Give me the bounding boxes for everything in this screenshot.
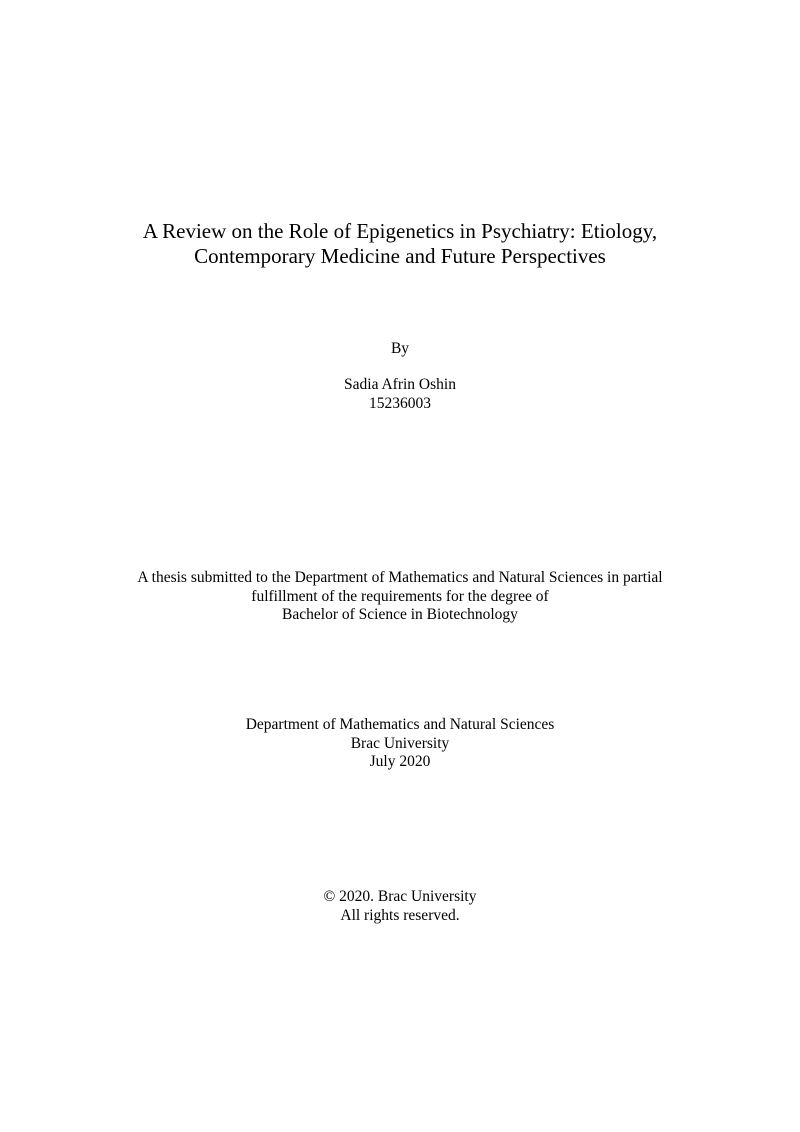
department-name: Department of Mathematics and Natural Sciences — [245, 716, 555, 733]
author-name: Sadia Afrin Oshin — [344, 376, 456, 393]
copyright-notice: © 2020. Brac University — [323, 888, 477, 905]
university-name: Brac University — [350, 734, 450, 752]
thesis-title-line-2: Contemporary Medicine and Future Perspectives — [194, 244, 606, 268]
author-block — [0, 376, 800, 413]
by-label-block — [0, 340, 800, 359]
copyright-block — [0, 888, 800, 925]
thesis-statement-line-1: A thesis submitted to the Department of Mathematics and Natural Sciences in partial — [137, 569, 663, 586]
student-id: 15236003 — [369, 394, 431, 412]
rights-reserved: All rights reserved. — [340, 906, 460, 924]
submission-date: July 2020 — [369, 753, 431, 770]
thesis-title-line-1: A Review on the Role of Epigenetics in Psychiatry: Etiology, — [142, 219, 658, 243]
by-label: By — [390, 340, 410, 357]
institution-block — [0, 716, 800, 772]
thesis-statement-line-2: fulfillment of the requirements for the degree of — [251, 587, 549, 605]
thesis-title — [0, 219, 800, 269]
thesis-statement-line-3: Bachelor of Science in Biotechnology — [282, 606, 518, 623]
thesis-statement — [0, 569, 800, 625]
